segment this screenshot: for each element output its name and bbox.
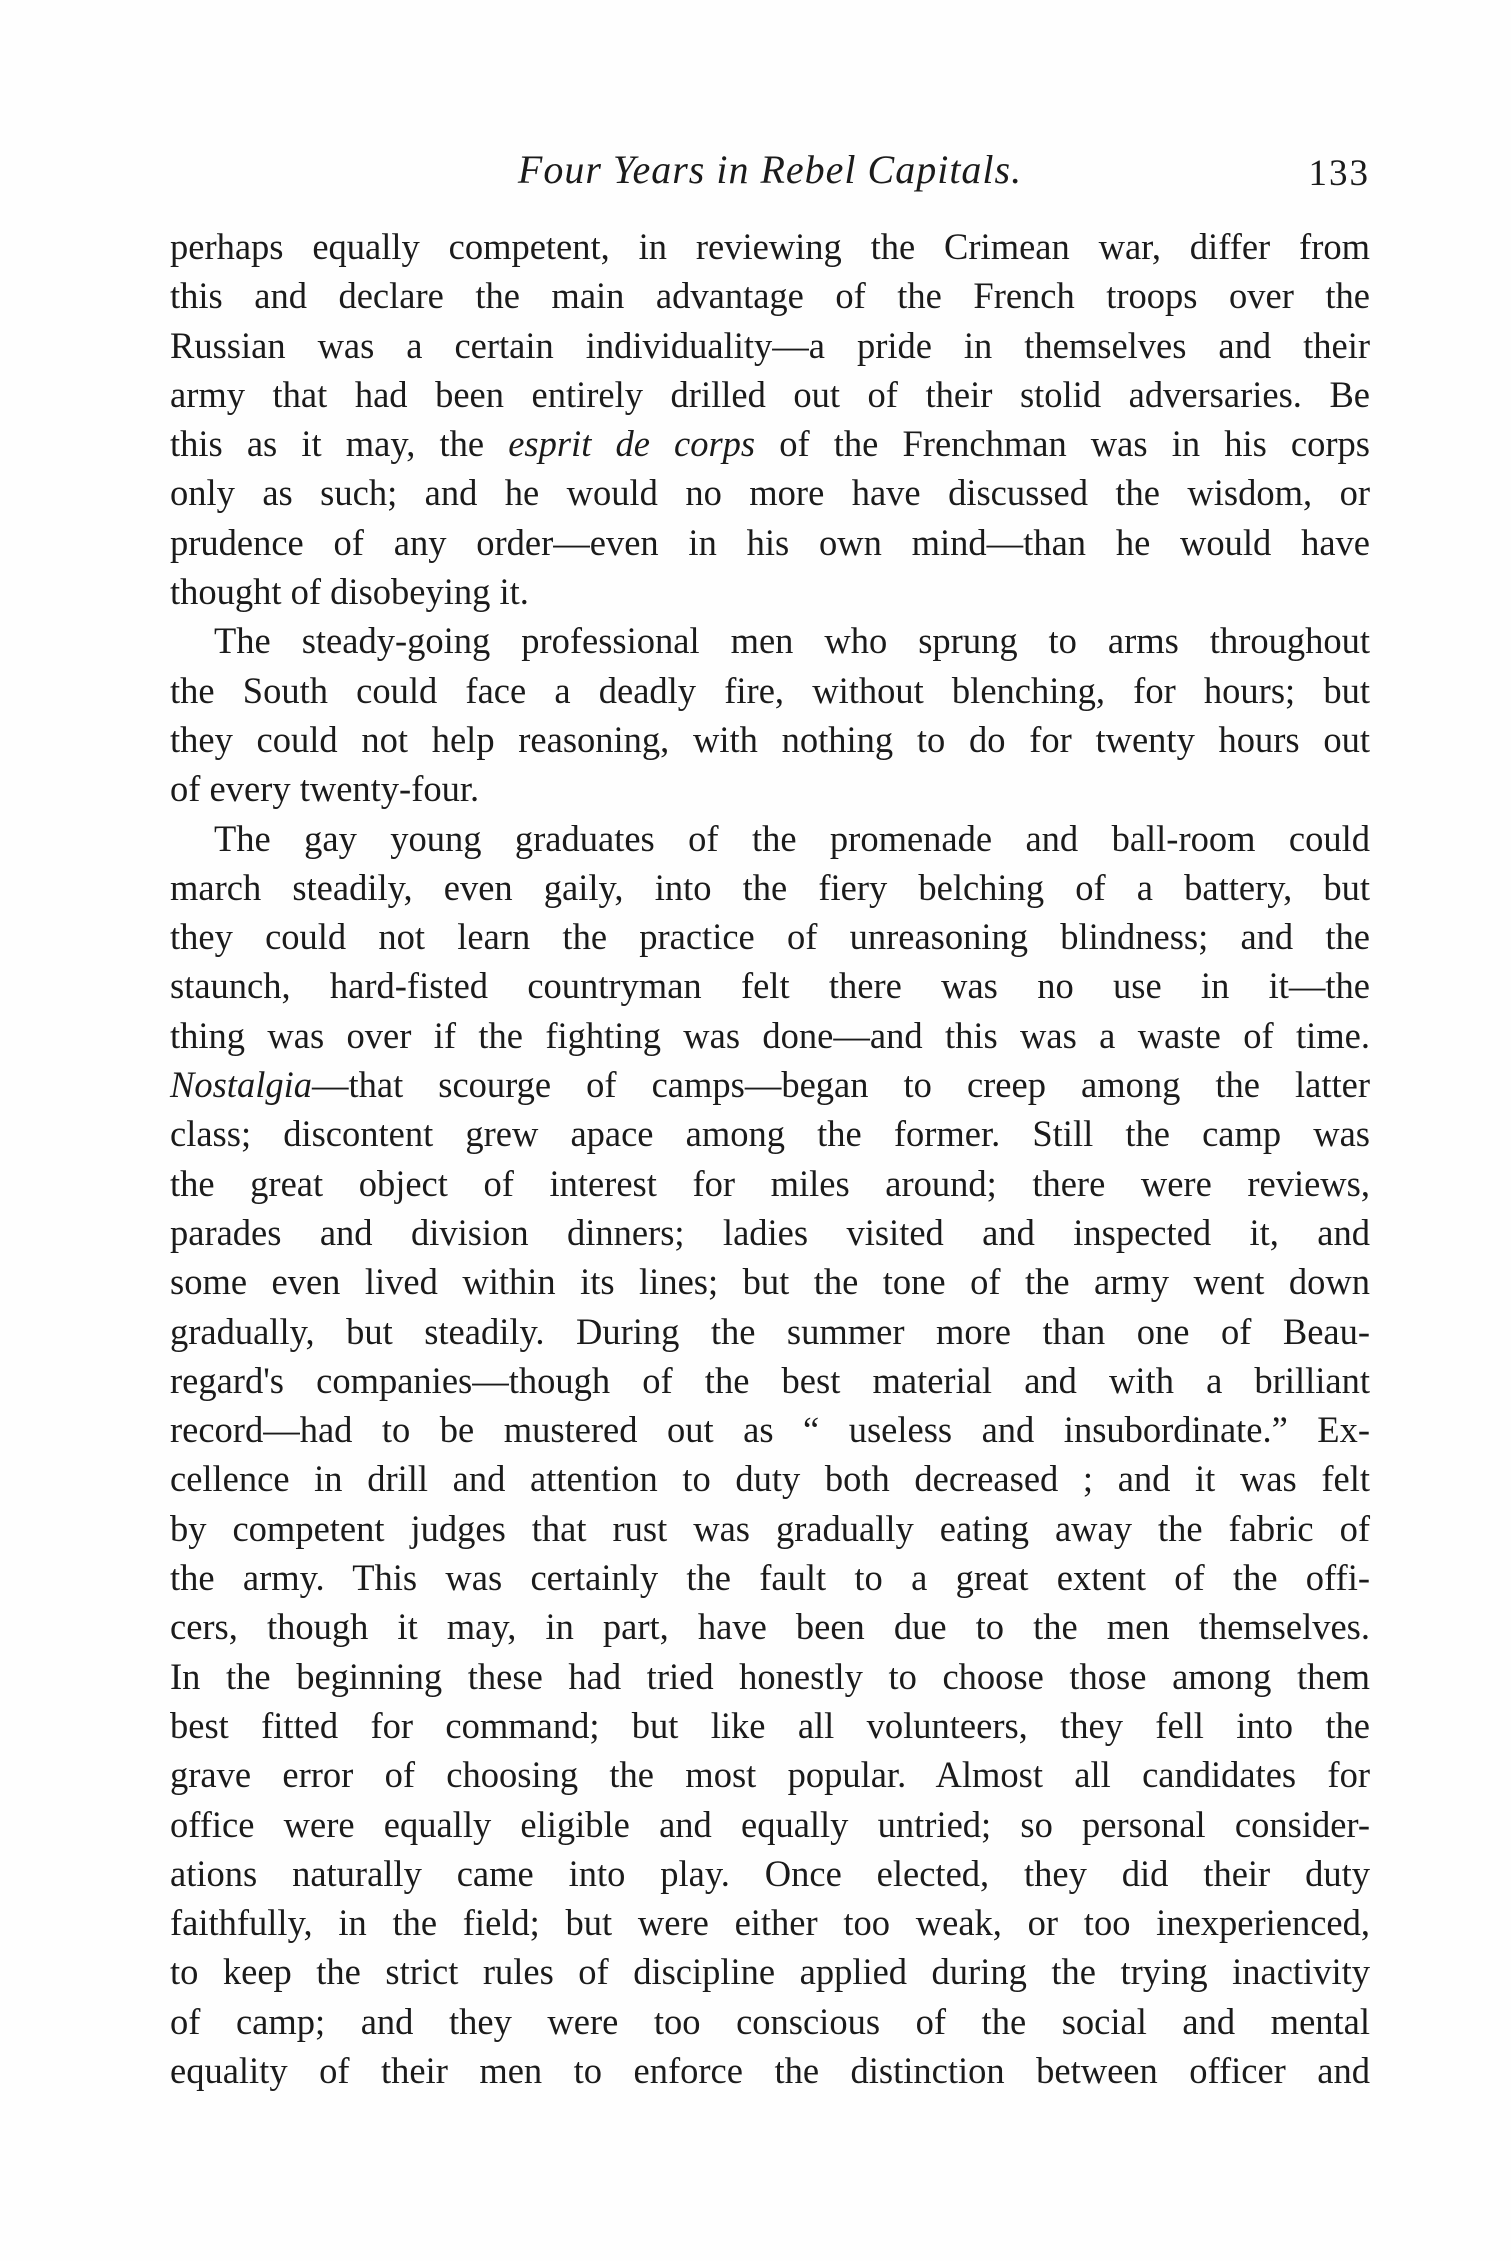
text-line: this and declare the main advantage of the French troops over the: [170, 275, 1370, 317]
text-line: grave error of choosing the most popular. Almost all candidates for: [170, 1754, 1370, 1796]
text-line: prudence of any order—even in his own mind—than he would have: [170, 521, 1370, 563]
text-line: of camp; and they were too conscious of the social and mental: [170, 2000, 1370, 2042]
text-line: thing was over if the fighting was done—and this was a waste of time.: [170, 1014, 1370, 1056]
running-title: Four Years in Rebel Capitals.: [517, 147, 1023, 192]
text-line: [170, 1060, 1370, 1109]
text-line: best fitted for command; but like all volunteers, they fell into the: [170, 1704, 1370, 1746]
text-line: The gay young graduates of the promenade and ball-room could: [214, 817, 1370, 859]
text-line: some even lived within its lines; but the tone of the army went down: [170, 1261, 1370, 1303]
text-segment: —that scourge of camps—began to creep among the latter: [311, 1064, 1370, 1106]
text-line: class; discontent grew apace among the former. Still the camp was: [170, 1113, 1370, 1155]
italic-phrase: esprit de corps: [508, 423, 756, 465]
text-line: In the beginning these had tried honestly to choose those among them: [170, 1655, 1370, 1697]
text-line: they could not learn the practice of unreasoning blindness; and the: [170, 916, 1370, 958]
text-line: gradually, but steadily. During the summer more than one of Beau-: [170, 1310, 1370, 1352]
text-line: regard's companies—though of the best material and with a brilliant: [170, 1359, 1370, 1401]
text-line: perhaps equally competent, in reviewing the Crimean war, differ from: [170, 226, 1370, 267]
text-line: The steady-going professional men who sprung to arms throughout: [214, 620, 1370, 662]
text-line: staunch, hard-fisted countryman felt there was no use in it—the: [170, 965, 1370, 1007]
text-line: cers, though it may, in part, have been due to the men themselves.: [170, 1606, 1370, 1648]
body-text: [170, 222, 1370, 2095]
text-line: Russian was a certain individuality—a pride in themselves and their: [170, 324, 1370, 366]
text-line: record—had to be mustered out as “ useless and insubordinate.” Ex-: [170, 1409, 1370, 1451]
text-line: army that had been entirely drilled out of their stolid adversaries. Be: [170, 373, 1370, 415]
text-line: by competent judges that rust was gradually eating away the fabric of: [170, 1507, 1370, 1549]
text-line: of every twenty-four.: [170, 768, 480, 810]
text-line: parades and division dinners; ladies visited and inspected it, and: [170, 1211, 1370, 1253]
text-line: equality of their men to enforce the distinction between officer and: [170, 2049, 1370, 2091]
text-line: the South could face a deadly fire, without blenching, for hours; but: [170, 669, 1370, 711]
text-line: office were equally eligible and equally untried; so personal consider-: [170, 1803, 1370, 1845]
text-line: the great object of interest for miles around; there were reviews,: [170, 1162, 1370, 1204]
text-line: the army. This was certainly the fault to a great extent of the offi-: [170, 1557, 1370, 1599]
text-line: march steadily, even gaily, into the fiery belching of a battery, but: [170, 866, 1370, 908]
text-segment: of the Frenchman was in his corps: [755, 423, 1370, 465]
text-line: cellence in drill and attention to duty both decreased ; and it was felt: [170, 1458, 1370, 1500]
text-line: faithfully, in the field; but were either too weak, or too inexperienced,: [170, 1902, 1370, 1944]
text-line: thought of disobeying it.: [170, 571, 529, 613]
text-line: [170, 419, 1370, 468]
running-head: [170, 140, 1370, 200]
italic-phrase: Nostalgia: [170, 1064, 312, 1106]
text-line: they could not help reasoning, with nothing to do for twenty hours out: [170, 718, 1370, 760]
text-segment: this as it may, the: [170, 423, 509, 465]
text-line: only as such; and he would no more have discussed the wisdom, or: [170, 472, 1370, 514]
page-number: 133: [1308, 153, 1370, 194]
text-line: ations naturally came into play. Once elected, they did their duty: [170, 1852, 1370, 1894]
text-line: to keep the strict rules of discipline applied during the trying inactivity: [170, 1951, 1370, 1993]
